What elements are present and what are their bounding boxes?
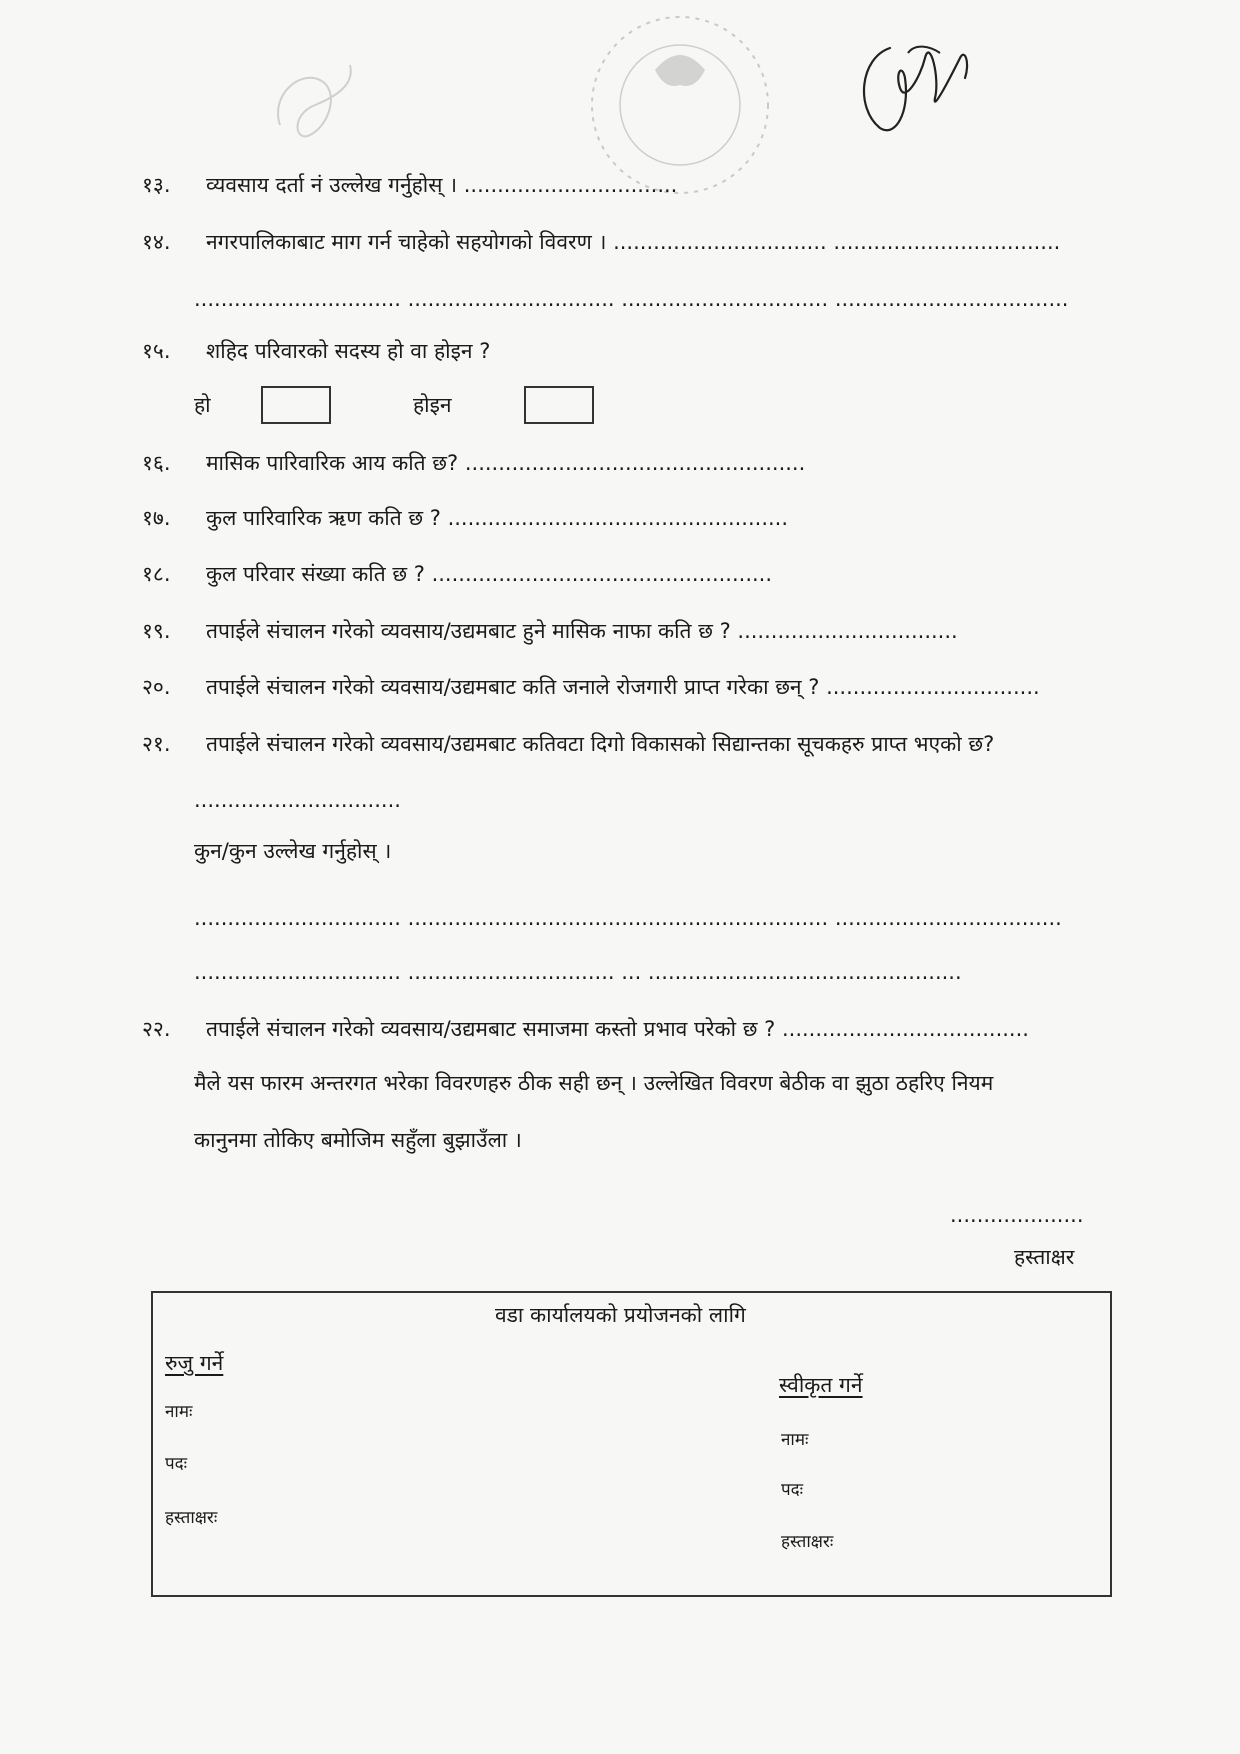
signature-blank[interactable]: .................... — [950, 1203, 1084, 1227]
question-14-continuation[interactable]: ............................... ............................... ............................... ................................... — [194, 287, 1069, 311]
question-19 — [142, 617, 958, 645]
question-14 — [142, 228, 1060, 256]
question-text[interactable]: तपाईले संचालन गरेको व्यवसाय/उद्यमबाट समाजमा कस्तो प्रभाव परेको छ ? ..................................... — [206, 1017, 1029, 1041]
no-checkbox[interactable] — [524, 386, 594, 424]
question-text[interactable]: नगरपालिकाबाट माग गर्न चाहेको सहयोगको विवरण । ................................ .................................. — [206, 230, 1061, 254]
question-21-line-1[interactable]: ............................... ............................................................... .................................. — [194, 906, 1062, 930]
question-text[interactable]: कुल परिवार संख्या कति छ ? ................................................... — [206, 562, 773, 586]
verify-title: रुजु गर्ने — [165, 1351, 224, 1375]
question-18 — [142, 560, 772, 588]
question-22 — [142, 1015, 1029, 1043]
question-21-specify: कुन/कुन उल्लेख गर्नुहोस् । — [194, 839, 392, 863]
yes-label: हो — [194, 393, 211, 417]
question-number: १६. — [142, 451, 171, 475]
question-number: १५. — [142, 339, 171, 363]
approve-sign-label[interactable]: हस्ताक्षरः — [781, 1532, 834, 1552]
question-13 — [142, 171, 677, 199]
question-text[interactable]: तपाईले संचालन गरेको व्यवसाय/उद्यमबाट हुने मासिक नाफा कति छ ? ................................. — [206, 619, 958, 643]
verify-name-label[interactable]: नामः — [165, 1402, 193, 1422]
question-20 — [142, 673, 1040, 701]
office-use-title: वडा कार्यालयको प्रयोजनको लागि — [495, 1303, 746, 1327]
verify-sign-label[interactable]: हस्ताक्षरः — [165, 1508, 218, 1528]
question-21-blank[interactable]: ............................... — [194, 788, 401, 812]
question-number: १७. — [142, 506, 171, 530]
faint-signature — [260, 55, 370, 155]
question-text[interactable]: मासिक पारिवारिक आय कति छ? ................................................... — [206, 451, 806, 475]
question-text: तपाईले संचालन गरेको व्यवसाय/उद्यमबाट कतिवटा दिगो विकासको सिद्यान्तका सूचकहरु प्राप्त भएको छ? — [206, 732, 995, 756]
declaration-line-1: मैले यस फारम अन्तरगत भरेका विवरणहरु ठीक सही छन् । उल्लेखित विवरण बेठीक वा झुठा ठहरिए नियम — [194, 1071, 994, 1095]
question-15 — [142, 337, 490, 365]
question-text[interactable]: कुल पारिवारिक ऋण कति छ ? ................................................... — [206, 506, 789, 530]
approve-title: स्वीकृत गर्ने — [779, 1373, 863, 1397]
question-number: २०. — [142, 675, 171, 699]
question-text[interactable]: व्यवसाय दर्ता नं उल्लेख गर्नुहोस् । ................................ — [206, 173, 678, 197]
question-number: १८. — [142, 562, 171, 586]
question-number: २१. — [142, 732, 171, 756]
approve-post-label[interactable]: पदः — [781, 1480, 804, 1500]
signature-label: हस्ताक्षर — [1014, 1245, 1075, 1269]
approve-name-label[interactable]: नामः — [781, 1430, 809, 1450]
question-number: १९. — [142, 619, 171, 643]
question-number: २२. — [142, 1017, 171, 1041]
question-21-line-2[interactable]: ............................... ............................... ... ............................................... — [194, 960, 962, 984]
office-use-box — [151, 1291, 1112, 1597]
question-text[interactable]: तपाईले संचालन गरेको व्यवसाय/उद्यमबाट कति जनाले रोजगारी प्राप्त गरेका छन् ? ................................ — [206, 675, 1040, 699]
yes-checkbox[interactable] — [261, 386, 331, 424]
question-number: १४. — [142, 230, 171, 254]
question-text: शहिद परिवारको सदस्य हो वा होइन ? — [206, 339, 491, 363]
declaration-line-2: कानुनमा तोकिए बमोजिम सहुँला बुझाउँला । — [194, 1128, 522, 1152]
handwritten-signature — [850, 18, 980, 138]
no-label: होइन — [413, 393, 452, 417]
question-number: १३. — [142, 173, 171, 197]
question-17 — [142, 504, 788, 532]
question-16 — [142, 449, 805, 477]
verify-post-label[interactable]: पदः — [165, 1454, 188, 1474]
question-21 — [142, 730, 994, 758]
